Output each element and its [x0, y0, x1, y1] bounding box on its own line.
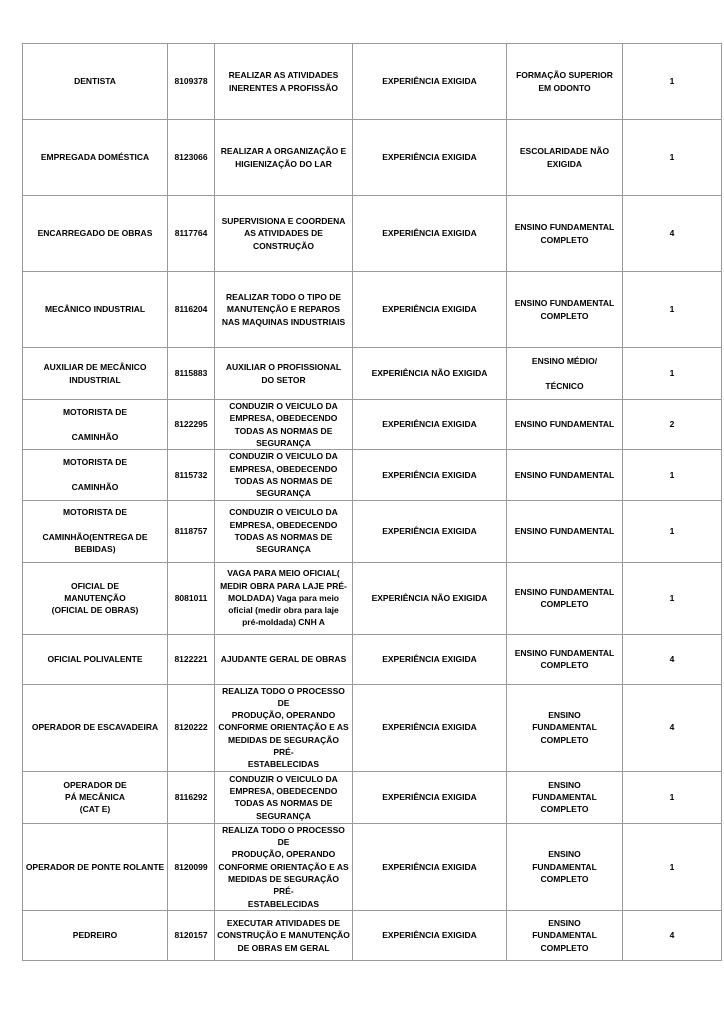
education-requirement-text: ENSINO FUNDAMENTAL COMPLETO [514, 586, 615, 609]
job-code-text: 8122295 [174, 419, 208, 430]
job-code-text: 8120222 [174, 722, 208, 733]
job-description-cell [215, 910, 353, 960]
job-description-cell [215, 634, 353, 684]
job-title-cell [23, 400, 168, 450]
education-requirement-text: ESCOLARIDADE NÃO EXIGIDA [519, 146, 610, 169]
job-code-text: 8118757 [174, 525, 208, 536]
job-title-cell [23, 823, 168, 910]
job-code-text: 8109378 [174, 76, 208, 87]
job-title-cell [23, 196, 168, 272]
job-code-text: 8116292 [174, 792, 208, 803]
education-requirement-cell [507, 771, 623, 823]
experience-requirement-cell [353, 120, 507, 196]
table-row [23, 910, 722, 960]
education-requirement-cell [507, 910, 623, 960]
job-code-cell [168, 684, 215, 771]
vacancy-count-text: 1 [669, 368, 675, 379]
job-code-text: 8116204 [174, 304, 208, 315]
job-description-cell [215, 450, 353, 500]
vacancy-count-cell [623, 44, 722, 120]
vacancy-count-cell [623, 272, 722, 348]
vacancy-count-cell [623, 500, 722, 562]
education-requirement-cell [507, 44, 623, 120]
job-title-cell [23, 684, 168, 771]
job-title-text: OPERADOR DE ESCAVADEIRA [31, 722, 159, 733]
job-title-cell [23, 348, 168, 400]
job-description-text: AJUDANTE GERAL DE OBRAS [220, 653, 347, 664]
job-description-cell [215, 400, 353, 450]
education-requirement-text: ENSINO FUNDAMENTAL [514, 525, 615, 536]
education-requirement-text: ENSINO FUNDAMENTAL COMPLETO [514, 222, 615, 245]
vacancy-count-text: 1 [669, 152, 675, 163]
education-requirement-text: ENSINO FUNDAMENTAL COMPLETO [532, 917, 597, 953]
experience-requirement-cell [353, 771, 507, 823]
job-code-text: 8120157 [174, 930, 208, 941]
vacancy-count-cell [623, 910, 722, 960]
job-description-text: REALIZA TODO O PROCESSO DE PRODUÇÃO, OPERANDO CONFORME ORIENTAÇÃO E AS MEDIDAS DE SEGURAÇÃO PRÉ- ESTABELECIDAS [218, 824, 349, 909]
experience-requirement-cell [353, 910, 507, 960]
job-description-text: AUXILIAR O PROFISSIONAL DO SETOR [225, 362, 342, 385]
job-description-text: REALIZAR A ORGANIZAÇÃO E HIGIENIZAÇÃO DO LAR [220, 146, 347, 169]
vacancy-count-text: 1 [669, 592, 675, 603]
experience-requirement-cell [353, 450, 507, 500]
experience-requirement-cell [353, 272, 507, 348]
vacancy-count-cell [623, 634, 722, 684]
job-code-cell [168, 771, 215, 823]
table-row [23, 120, 722, 196]
vacancy-count-text: 1 [669, 469, 675, 480]
vacancy-count-cell [623, 823, 722, 910]
job-description-cell [215, 272, 353, 348]
education-requirement-text: ENSINO FUNDAMENTAL [514, 469, 615, 480]
education-requirement-cell [507, 500, 623, 562]
job-title-text: OFICIAL DE MANUTENÇÃO (OFICIAL DE OBRAS) [51, 580, 139, 616]
job-code-cell [168, 348, 215, 400]
job-description-text: SUPERVISIONA E COORDENA AS ATIVIDADES DE CONSTRUÇÃO [221, 216, 346, 251]
vacancy-count-cell [623, 348, 722, 400]
experience-requirement-cell [353, 44, 507, 120]
job-title-cell [23, 771, 168, 823]
education-requirement-text: ENSINO FUNDAMENTAL COMPLETO [514, 647, 615, 670]
table-row [23, 562, 722, 634]
job-description-text: CONDUZIR O VEICULO DA EMPRESA, OBEDECENDO TODAS AS NORMAS DE SEGURANÇA [229, 773, 338, 821]
experience-requirement-cell [353, 400, 507, 450]
job-description-text: REALIZAR AS ATIVIDADES INERENTES A PROFISSÃO [228, 70, 339, 93]
vacancy-count-cell [623, 562, 722, 634]
experience-requirement-text: EXPERIÊNCIA NÃO EXIGIDA [371, 368, 488, 379]
table-row [23, 771, 722, 823]
table-row [23, 500, 722, 562]
job-description-cell [215, 500, 353, 562]
vacancy-count-cell [623, 196, 722, 272]
vacancy-count-text: 1 [669, 792, 675, 803]
experience-requirement-text: EXPERIÊNCIA EXIGIDA [382, 76, 477, 87]
table-row [23, 348, 722, 400]
education-requirement-text: FORMAÇÃO SUPERIOR EM ODONTO [516, 70, 613, 93]
job-title-cell [23, 44, 168, 120]
job-title-text: MECÂNICO INDUSTRIAL [44, 304, 146, 315]
experience-requirement-text: EXPERIÊNCIA EXIGIDA [382, 228, 477, 239]
job-code-text: 8117764 [174, 228, 208, 239]
job-code-cell [168, 500, 215, 562]
job-code-text: 8123066 [174, 152, 208, 163]
education-requirement-cell [507, 120, 623, 196]
job-code-cell [168, 910, 215, 960]
vacancy-count-text: 1 [669, 76, 675, 87]
vacancy-count-cell [623, 450, 722, 500]
job-description-text: REALIZA TODO O PROCESSO DE PRODUÇÃO, OPERANDO CONFORME ORIENTAÇÃO E AS MEDIDAS DE SEGURAÇÃO PRÉ- ESTABELECIDAS [218, 685, 349, 770]
experience-requirement-cell [353, 348, 507, 400]
job-description-cell [215, 44, 353, 120]
vacancy-count-text: 4 [669, 653, 675, 664]
job-code-cell [168, 120, 215, 196]
job-title-cell [23, 910, 168, 960]
experience-requirement-text: EXPERIÊNCIA EXIGIDA [382, 525, 477, 536]
job-description-cell [215, 684, 353, 771]
job-title-cell [23, 500, 168, 562]
job-title-text: MOTORISTA DE CAMINHÃO(ENTREGA DE BEBIDAS) [42, 507, 148, 555]
job-description-cell [215, 348, 353, 400]
job-code-text: 8120099 [174, 861, 208, 872]
job-title-cell [23, 272, 168, 348]
education-requirement-cell [507, 823, 623, 910]
job-title-text: EMPREGADA DOMÉSTICA [40, 152, 150, 163]
job-code-cell [168, 400, 215, 450]
job-code-cell [168, 450, 215, 500]
job-title-text: MOTORISTA DE CAMINHÃO [62, 407, 128, 442]
job-title-text: OPERADOR DE PONTE ROLANTE [25, 861, 165, 872]
job-description-cell [215, 771, 353, 823]
job-code-cell [168, 562, 215, 634]
job-description-cell [215, 120, 353, 196]
education-requirement-text: ENSINO FUNDAMENTAL COMPLETO [514, 298, 615, 321]
table-row [23, 684, 722, 771]
experience-requirement-cell [353, 562, 507, 634]
job-description-text: EXECUTAR ATIVIDADES DE CONSTRUÇÃO E MANUTENÇÃO DE OBRAS EM GERAL [217, 917, 350, 953]
experience-requirement-text: EXPERIÊNCIA EXIGIDA [382, 304, 477, 315]
table-row [23, 196, 722, 272]
experience-requirement-text: EXPERIÊNCIA EXIGIDA [382, 152, 477, 163]
experience-requirement-cell [353, 500, 507, 562]
experience-requirement-text: EXPERIÊNCIA EXIGIDA [382, 469, 477, 480]
job-description-cell [215, 196, 353, 272]
job-title-text: DENTISTA [74, 76, 116, 87]
job-title-cell [23, 634, 168, 684]
education-requirement-cell [507, 450, 623, 500]
job-code-text: 8122221 [174, 653, 208, 664]
experience-requirement-cell [353, 684, 507, 771]
job-code-text: 8115883 [174, 368, 208, 379]
table-row [23, 272, 722, 348]
job-code-text: 8115732 [174, 469, 208, 480]
education-requirement-text: ENSINO FUNDAMENTAL COMPLETO [532, 710, 597, 745]
job-code-cell [168, 634, 215, 684]
experience-requirement-text: EXPERIÊNCIA EXIGIDA [382, 722, 477, 733]
education-requirement-text: ENSINO FUNDAMENTAL [514, 419, 615, 430]
education-requirement-cell [507, 562, 623, 634]
table-row [23, 450, 722, 500]
vacancy-count-cell [623, 684, 722, 771]
education-requirement-cell [507, 196, 623, 272]
education-requirement-text: ENSINO MÉDIO/ TÉCNICO [531, 356, 598, 391]
experience-requirement-text: EXPERIÊNCIA EXIGIDA [382, 653, 477, 664]
job-title-text: OFICIAL POLIVALENTE [47, 653, 143, 664]
table-row [23, 400, 722, 450]
experience-requirement-text: EXPERIÊNCIA EXIGIDA [382, 930, 477, 941]
job-description-text: CONDUZIR O VEICULO DA EMPRESA, OBEDECENDO TODAS AS NORMAS DE SEGURANÇA [229, 507, 338, 555]
education-requirement-text: ENSINO FUNDAMENTAL COMPLETO [532, 849, 597, 884]
job-title-text: AUXILIAR DE MECÂNICO INDUSTRIAL [43, 362, 147, 385]
job-title-text: PEDREIRO [72, 930, 118, 941]
vacancy-count-text: 4 [669, 930, 675, 941]
experience-requirement-cell [353, 196, 507, 272]
job-title-cell [23, 562, 168, 634]
job-description-cell [215, 823, 353, 910]
education-requirement-cell [507, 634, 623, 684]
experience-requirement-text: EXPERIÊNCIA EXIGIDA [382, 861, 477, 872]
job-code-cell [168, 823, 215, 910]
job-title-cell [23, 120, 168, 196]
experience-requirement-cell [353, 823, 507, 910]
vacancy-count-text: 1 [669, 861, 675, 872]
table-row [23, 634, 722, 684]
job-title-cell [23, 450, 168, 500]
job-description-text: REALIZAR TODO O TIPO DE MANUTENÇÃO E REPAROS NAS MAQUINAS INDUSTRIAIS [221, 292, 346, 327]
job-description-text: CONDUZIR O VEICULO DA EMPRESA, OBEDECENDO TODAS AS NORMAS DE SEGURANÇA [229, 401, 338, 448]
job-code-text: 8081011 [174, 592, 208, 603]
job-code-cell [168, 196, 215, 272]
education-requirement-cell [507, 400, 623, 450]
vacancy-count-text: 1 [669, 304, 675, 315]
experience-requirement-text: EXPERIÊNCIA NÃO EXIGIDA [371, 592, 488, 603]
job-code-cell [168, 272, 215, 348]
vacancy-count-text: 1 [669, 525, 675, 536]
education-requirement-cell [507, 272, 623, 348]
vacancy-count-cell [623, 771, 722, 823]
experience-requirement-text: EXPERIÊNCIA EXIGIDA [382, 419, 477, 430]
job-title-text: MOTORISTA DE CAMINHÃO [62, 457, 128, 493]
job-vacancies-body [23, 44, 722, 961]
education-requirement-text: ENSINO FUNDAMENTAL COMPLETO [532, 779, 597, 815]
experience-requirement-cell [353, 634, 507, 684]
job-description-text: VAGA PARA MEIO OFICIAL( MEDIR OBRA PARA LAJE PRÉ- MOLDADA) Vaga para meio oficial (medir obra para laje pré-moldada) CNH A [220, 568, 347, 628]
education-requirement-cell [507, 684, 623, 771]
job-description-text: CONDUZIR O VEICULO DA EMPRESA, OBEDECENDO TODAS AS NORMAS DE SEGURANÇA [229, 451, 338, 499]
table-row [23, 44, 722, 120]
vacancy-count-text: 4 [669, 228, 675, 239]
table-row [23, 823, 722, 910]
education-requirement-cell [507, 348, 623, 400]
vacancy-count-text: 4 [669, 722, 675, 733]
vacancy-count-text: 2 [669, 419, 675, 430]
job-vacancies-table [22, 43, 722, 961]
job-description-cell [215, 562, 353, 634]
job-title-text: ENCARREGADO DE OBRAS [37, 228, 153, 239]
experience-requirement-text: EXPERIÊNCIA EXIGIDA [382, 792, 477, 803]
job-code-cell [168, 44, 215, 120]
vacancy-count-cell [623, 120, 722, 196]
vacancy-count-cell [623, 400, 722, 450]
job-title-text: OPERADOR DE PÁ MECÂNICA (CAT E) [63, 779, 127, 815]
